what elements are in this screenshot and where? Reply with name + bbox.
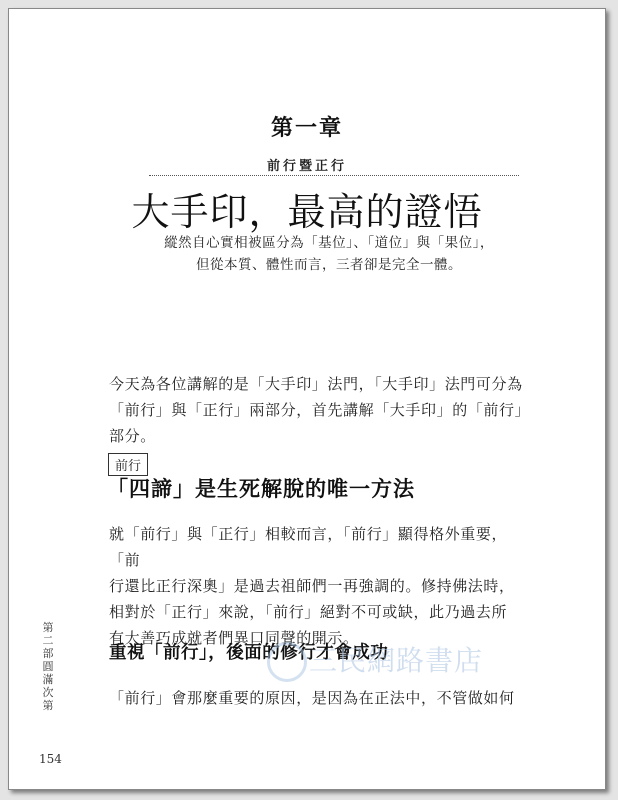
body-paragraph-2 (109, 685, 529, 711)
section-heading: 「四諦」是生死解脫的唯一方法 (107, 476, 415, 501)
dotted-divider (149, 175, 519, 176)
text-line: 「前行」與「正行」兩部分，首先講解「大手印」的「前行」部分。 (109, 401, 523, 445)
intro-paragraph (109, 371, 529, 449)
lead-line: 但從本質、體性而言，三者卻是完全一體。 (196, 257, 462, 273)
book-page (8, 8, 606, 790)
lead-line: 縱然自心實相被區分為「基位」、「道位」與「果位」， (164, 235, 494, 251)
running-section-label: 第二部 圓滿次第 (42, 621, 65, 712)
chapter-subtitle: 前行暨正行 (266, 159, 347, 174)
text-line: 相對於「正行」來說，「前行」絕對不可或缺，此乃過去所 (109, 603, 508, 621)
chapter-number: 第一章 (270, 115, 343, 141)
watermark-logo-icon (267, 642, 307, 682)
page-number: 154 (39, 752, 62, 766)
subheading: 重視「前行」，後面的修行才會成功 (109, 643, 389, 663)
body-paragraph (109, 521, 529, 651)
text-line: 今天為各位講解的是「大手印」法門，「大手印」法門可分為 (109, 375, 523, 393)
watermark-text: 三民網路書店 (309, 644, 484, 677)
text-line: 就「前行」與「正行」相較而言，「前行」顯得格外重要，「前 (109, 525, 508, 569)
text-line: 「前行」會那麼重要的原因，是因為在正法中，不管做如何 (109, 689, 515, 707)
text-line: 有大善巧成就者們異口同聲的開示。 (109, 629, 359, 647)
text-line: 行還比正行深奧」是過去祖師們一再強調的。修持佛法時， (109, 577, 515, 595)
chapter-lead (159, 232, 499, 276)
section-tag: 前行 (108, 453, 148, 476)
chapter-title: 大手印，最高的證悟 (131, 190, 483, 234)
